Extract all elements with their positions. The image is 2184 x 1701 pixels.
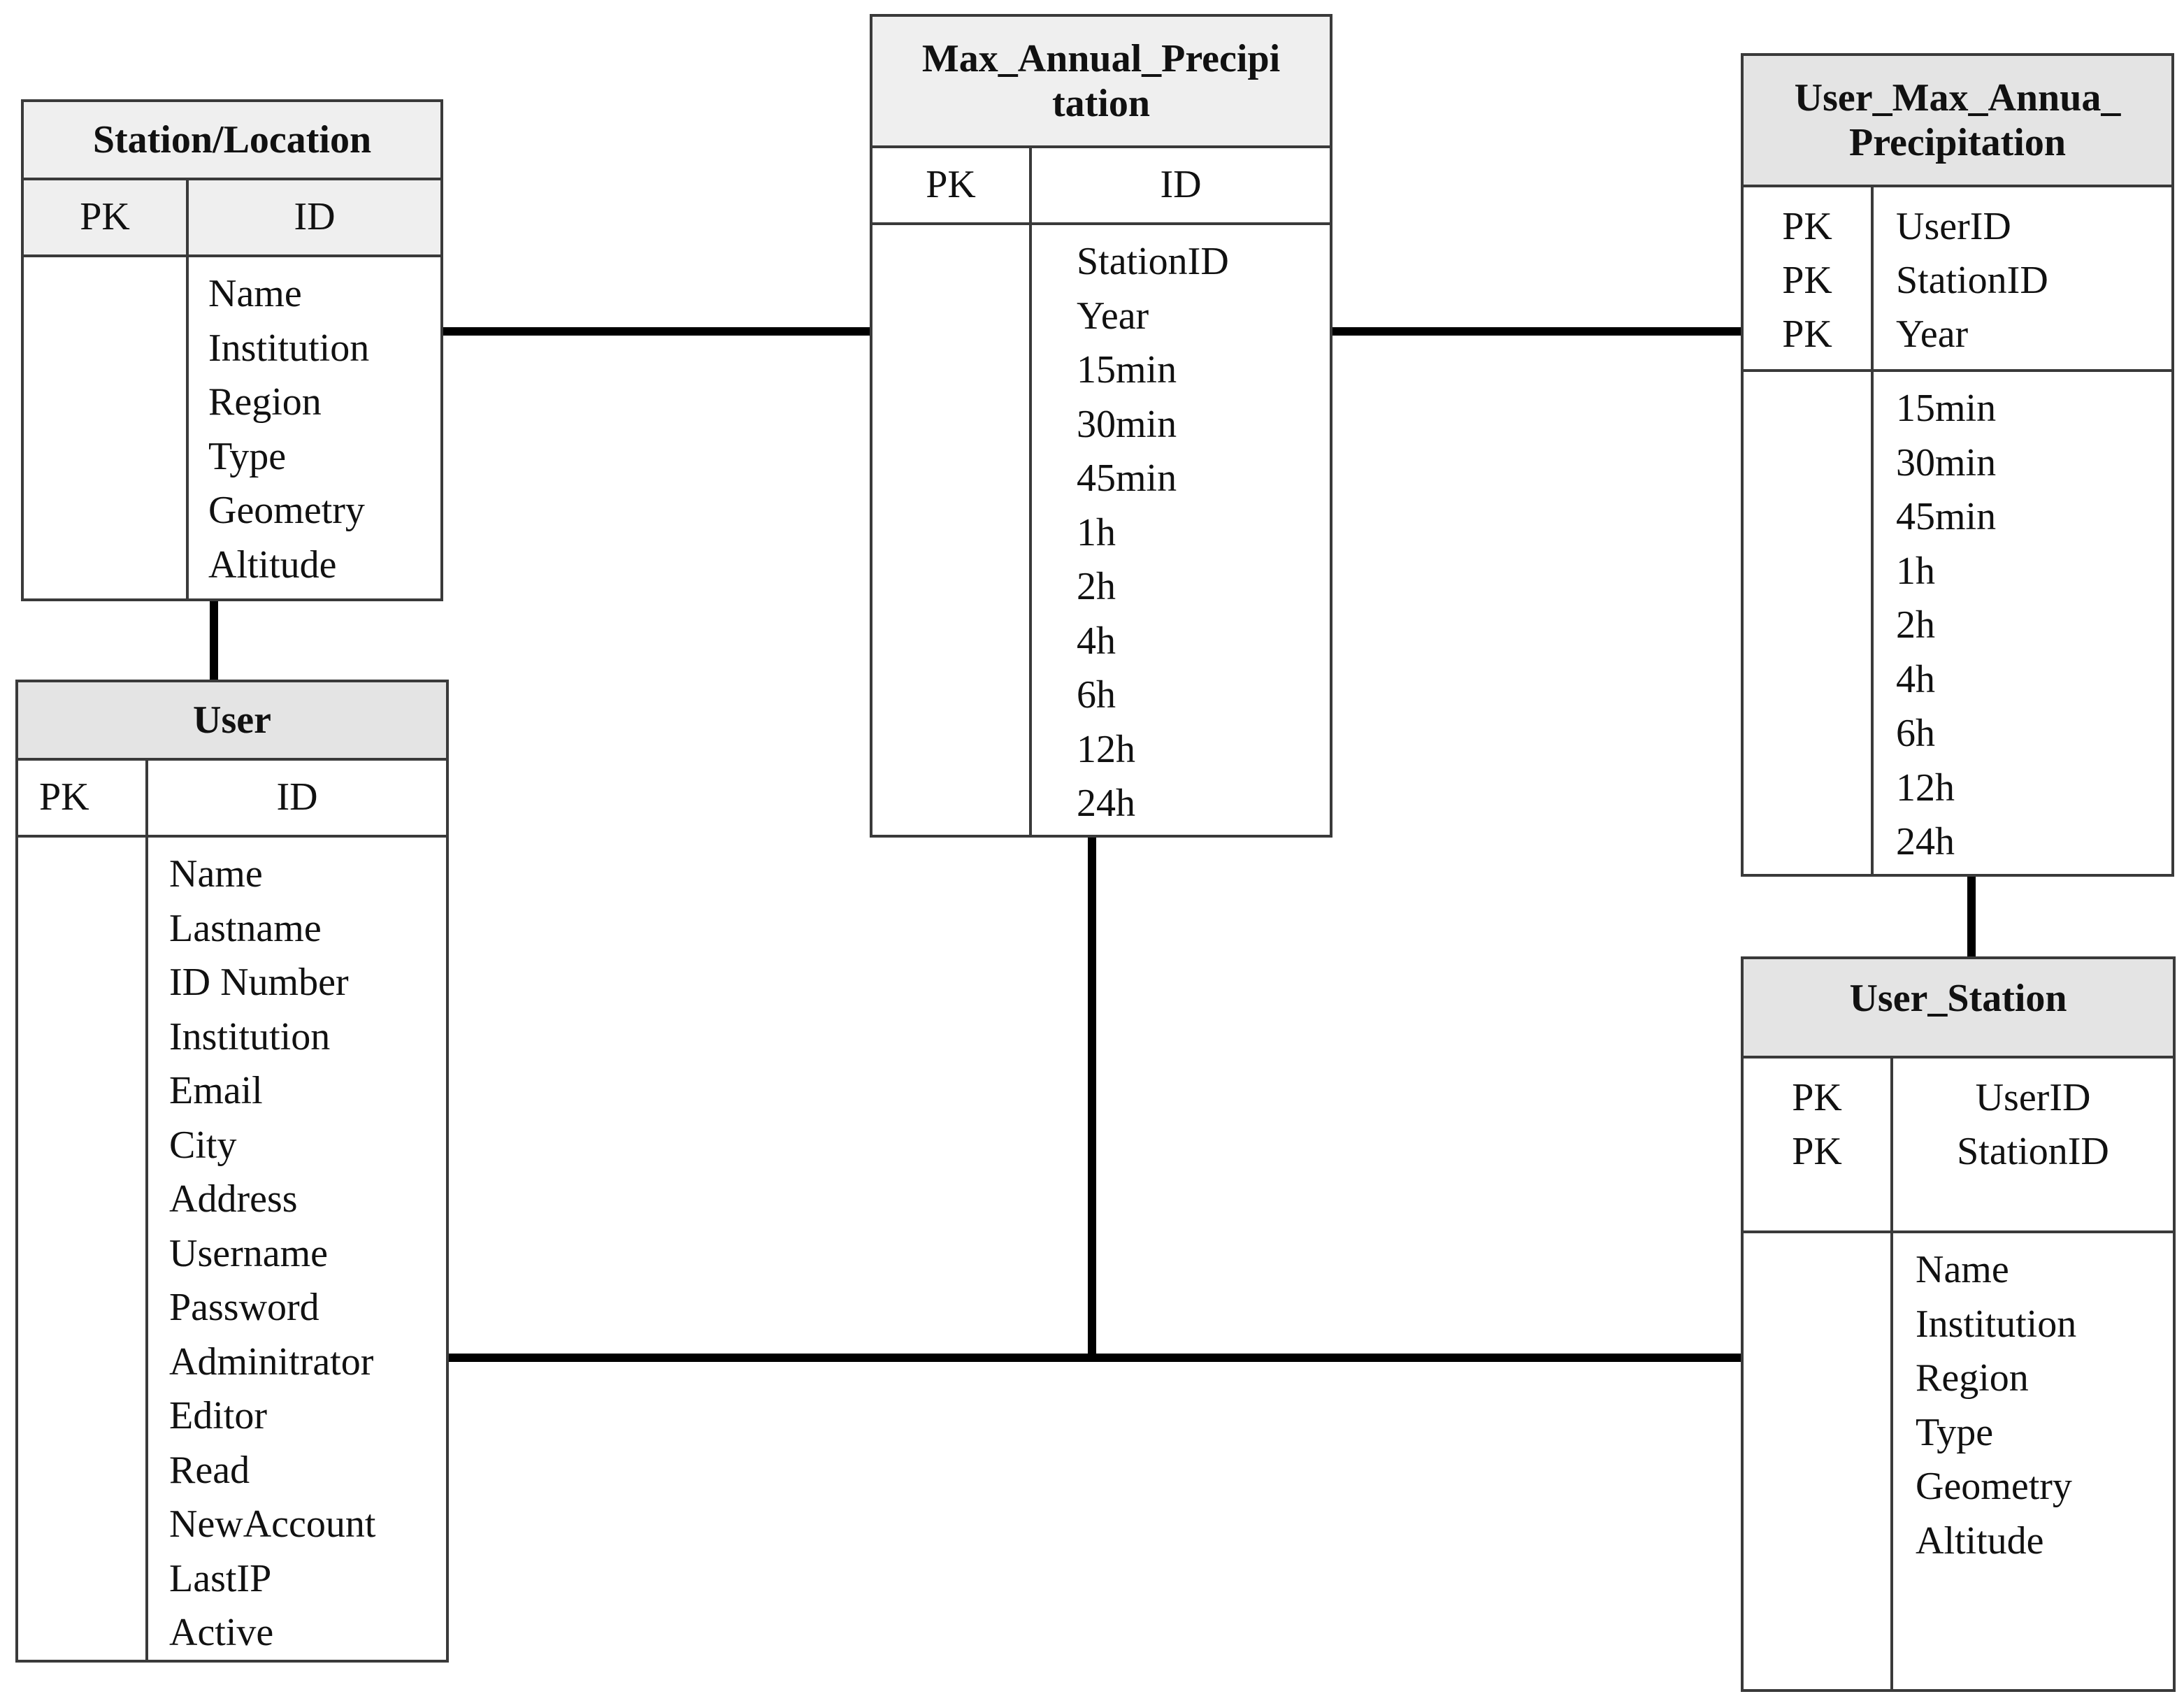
attribute: 45min <box>1077 457 1177 500</box>
key-row <box>872 148 1330 225</box>
attribute: Address <box>169 1177 298 1221</box>
attribute: Active <box>169 1611 274 1654</box>
key-field: StationID <box>1896 259 2048 302</box>
key-field: ID <box>294 195 336 238</box>
key-rows <box>1744 1058 2173 1233</box>
entity-title-line1: Max_Annual_Precipi <box>921 37 1281 80</box>
entity-title <box>1744 56 2171 187</box>
attribute: Adminitrator <box>169 1340 374 1384</box>
attribute-list <box>1896 382 1996 870</box>
attribute: Lastname <box>169 906 322 950</box>
entity-title <box>1744 959 2173 1058</box>
attribute: Read <box>169 1448 250 1492</box>
attribute: Institution <box>208 326 370 370</box>
entity-title-line2: Precipitation <box>1848 121 2067 164</box>
attribute: Institution <box>169 1014 331 1058</box>
connector-station-to-maxannual <box>443 327 870 336</box>
entity-user-max-annual-precipitation <box>1741 53 2174 877</box>
entity-title <box>24 102 440 180</box>
entity-title-text: User <box>193 698 271 742</box>
attribute: 6h <box>1896 712 1935 755</box>
key-label: PK <box>926 163 976 206</box>
attribute: 4h <box>1896 657 1935 701</box>
attribute: Region <box>208 380 322 424</box>
key-label: PK <box>1792 1076 1842 1119</box>
attribute: Institution <box>1916 1302 2077 1346</box>
attribute-list <box>1077 235 1229 831</box>
entity-title-text: User_Station <box>1849 977 2067 1020</box>
entity-title-text: Station/Location <box>92 118 372 162</box>
attribute-list <box>208 267 369 592</box>
entity-max-annual-precipitation <box>870 14 1332 838</box>
attribute: 15min <box>1077 348 1177 392</box>
column-divider <box>145 838 148 1660</box>
attribute: StationID <box>1077 240 1229 283</box>
entity-title-line1: User_Max_Annua_ <box>1794 76 2121 120</box>
attribute: 30min <box>1896 440 1997 485</box>
key-label: PK <box>80 195 130 238</box>
key-label: PK <box>39 775 89 819</box>
key-row <box>18 761 446 838</box>
attribute: LastIP <box>169 1556 272 1600</box>
entity-user <box>15 680 449 1663</box>
connector-usermaxannual-to-userstation <box>1967 877 1976 956</box>
column-divider <box>1890 1233 1893 1689</box>
attribute: City <box>169 1123 237 1167</box>
column-divider <box>186 257 189 598</box>
attribute: Type <box>208 434 287 478</box>
column-divider <box>1871 372 1874 874</box>
key-field: ID <box>276 775 318 819</box>
attribute: ID Number <box>169 961 349 1004</box>
attribute: Type <box>1916 1410 1994 1454</box>
attribute: Region <box>1916 1356 2029 1400</box>
attribute: NewAccount <box>169 1502 376 1546</box>
column-divider <box>1029 225 1032 835</box>
attribute: 1h <box>1077 510 1116 554</box>
attribute: Altitude <box>208 543 337 587</box>
attribute: Editor <box>169 1394 267 1437</box>
attribute: Name <box>208 272 302 315</box>
key-row <box>24 180 440 257</box>
key-rows <box>1744 187 2171 372</box>
attribute: 24h <box>1896 820 1955 863</box>
entity-title-line2: tation <box>1052 82 1150 125</box>
attribute: Geometry <box>1916 1465 2072 1508</box>
column-divider <box>1871 187 1874 369</box>
attribute: 30min <box>1077 402 1177 446</box>
attribute: 24h <box>1077 782 1135 825</box>
attribute: 4h <box>1077 619 1116 663</box>
attribute: 1h <box>1896 549 1935 593</box>
attribute: Username <box>169 1231 329 1275</box>
key-label: PK <box>1782 259 1832 302</box>
attribute: Email <box>169 1069 263 1112</box>
key-field: ID <box>1160 163 1202 206</box>
key-field: UserID <box>1896 205 2011 248</box>
key-field: Year <box>1896 313 1969 356</box>
key-label: PK <box>1792 1130 1842 1173</box>
attribute: 45min <box>1896 495 1997 538</box>
attribute: 12h <box>1896 766 1955 810</box>
connector-maxannual-down <box>1088 838 1096 1362</box>
entity-title <box>18 682 446 761</box>
entity-station-location <box>21 99 443 601</box>
attribute: Year <box>1077 294 1149 338</box>
key-label: PK <box>1782 313 1832 356</box>
attribute: Altitude <box>1916 1519 2044 1563</box>
attribute: Geometry <box>208 489 365 532</box>
connector-maxannual-to-usermaxannual <box>1332 327 1741 336</box>
attribute: Name <box>169 852 263 896</box>
attribute-list <box>169 847 375 1660</box>
attribute: 12h <box>1077 727 1135 771</box>
key-field: UserID <box>1975 1076 2091 1119</box>
attribute: Password <box>169 1286 319 1329</box>
key-field: StationID <box>1957 1130 2109 1173</box>
key-label: PK <box>1782 205 1832 248</box>
attribute: 2h <box>1896 603 1935 647</box>
attribute: 2h <box>1077 565 1116 608</box>
attribute: 6h <box>1077 673 1116 717</box>
entity-user-station <box>1741 956 2176 1692</box>
entity-title <box>872 17 1330 148</box>
attribute: Name <box>1916 1248 2009 1291</box>
attribute: 15min <box>1896 387 1997 430</box>
attribute-list <box>1916 1243 2076 1568</box>
connector-station-to-user <box>210 601 218 680</box>
